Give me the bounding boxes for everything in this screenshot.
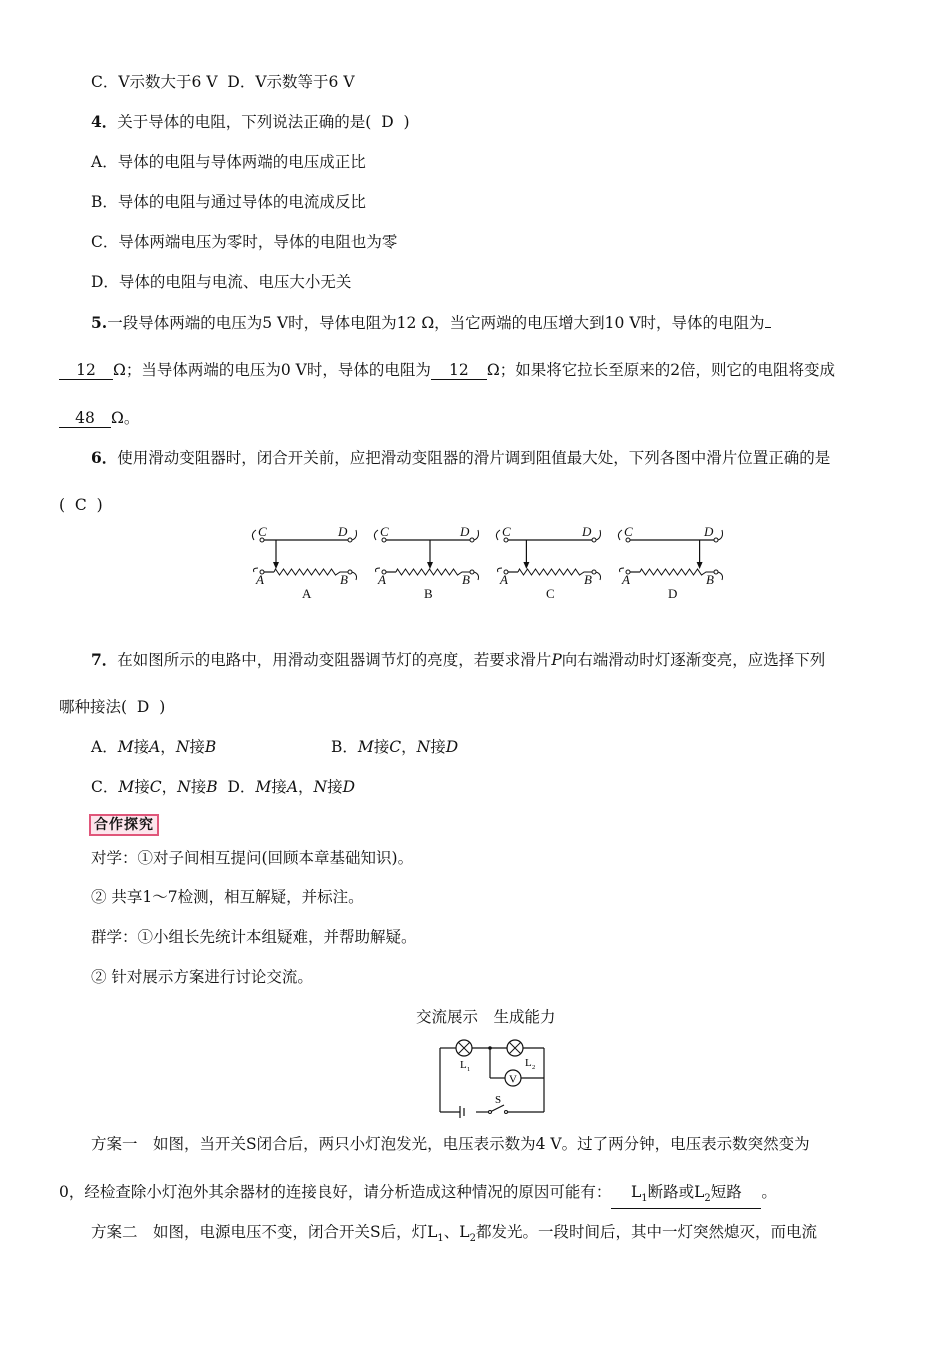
- figure-caption: A: [302, 586, 312, 601]
- q7-stem: [91, 650, 825, 670]
- q7-options-cd: C．M接C，N接B D．M接A，N接D: [91, 778, 356, 796]
- terminal-d-label: D: [582, 524, 592, 539]
- circuit-l2-label: L: [525, 1057, 532, 1069]
- terminal-d-label: D: [338, 524, 348, 539]
- plan1-period: 。: [761, 1183, 777, 1201]
- q5-line2: [59, 360, 835, 380]
- q7-option-b: B．M接C，N接D: [331, 738, 459, 756]
- q5-mid2: Ω；如果将它拉长至原来的2倍，则它的电阻将变成: [486, 361, 836, 379]
- coop-line3: 群学：①小组长先统计本组疑难，并帮助解疑。: [91, 928, 417, 946]
- q4-number: 4．: [91, 112, 118, 131]
- circuit-diagram: [432, 1038, 550, 1120]
- coop-badge: 合作探究: [89, 814, 159, 836]
- terminal-d-label: D: [460, 524, 470, 539]
- terminal-a-label: A: [378, 572, 386, 587]
- q6-number: 6．: [91, 448, 118, 467]
- q5-line1: [91, 313, 771, 333]
- q3-options: [91, 72, 355, 92]
- plan1-line2: [59, 1182, 777, 1209]
- terminal-c-label: C: [502, 524, 511, 539]
- q5-line3: [59, 408, 139, 428]
- q3-option-d: D．V示数等于6 V: [227, 73, 355, 91]
- terminal-c-label: C: [258, 524, 267, 539]
- coop-line1: 对学：①对子间相互提问(回顾本章基础知识)。: [91, 849, 414, 867]
- q7-p: P: [551, 651, 562, 669]
- q6-close: ): [96, 496, 103, 514]
- q4-stem-text: 关于导体的电阻，下列说法正确的是(: [117, 113, 372, 131]
- circuit-l1-label: L: [460, 1059, 467, 1071]
- q3-option-c: C．V示数大于6 V: [91, 73, 218, 91]
- q7-close: ): [159, 698, 166, 716]
- figure-caption: B: [424, 586, 433, 601]
- terminal-b-label: B: [340, 572, 348, 587]
- q6-stem: [91, 448, 830, 468]
- coop-line4: ② 针对展示方案进行讨论交流。: [91, 968, 313, 986]
- q5-line1-text: 一段导体两端的电压为5 V时，导体电阻为12 Ω，当它两端的电压增大到10 V时，导体的电阻为: [107, 314, 765, 332]
- q6-answer-line: [59, 495, 103, 515]
- q6-answer: C: [74, 496, 87, 514]
- q5-blank-lead: [765, 327, 771, 328]
- circuit-l1-sub: 1: [467, 1066, 471, 1073]
- q5-blank2: 12: [431, 361, 487, 380]
- q7-line2-text: 哪种接法(: [59, 698, 128, 716]
- circuit-l2-sub: 2: [532, 1064, 536, 1071]
- q4-answer: D: [381, 113, 394, 131]
- q5-blank1: 12: [59, 361, 113, 380]
- terminal-b-label: B: [462, 572, 470, 587]
- q7-stem-pre: 在如图所示的电路中，用滑动变阻器调节灯的亮度，若要求滑片: [117, 651, 552, 669]
- q5-mid1: Ω；当导体两端的电压为0 V时，导体的电阻为: [113, 361, 431, 379]
- q7-option-a: A．M接A，N接B: [91, 738, 217, 756]
- circuit-v-label: V: [509, 1073, 517, 1086]
- plan1-head: 方案一 如图，当开关S闭合后，两只小灯泡发光，电压表示数为4 V。过了两分钟，电压表示数突然变为: [91, 1135, 810, 1153]
- circuit-s-label: S: [495, 1094, 502, 1106]
- q4-option-c: C．导体两端电压为零时，导体的电阻也为零: [91, 233, 398, 251]
- terminal-c-label: C: [380, 524, 389, 539]
- q4-stem: [91, 112, 410, 132]
- terminal-b-label: B: [584, 572, 592, 587]
- q4-option-b: B．导体的电阻与通过导体的电流成反比: [91, 193, 366, 211]
- figure-caption: D: [668, 586, 678, 601]
- q4-option-d: D．导体的电阻与电流、电压大小无关: [91, 273, 352, 291]
- q7-line2: [59, 697, 165, 717]
- plan2-head: 方案二 如图，电源电压不变，闭合开关S后，灯$L_1$、$L_2$都发光。一段时间后，其中一灯突然熄灭，而电流: [91, 1223, 817, 1245]
- show-title: 交流展示 生成能力: [416, 1008, 556, 1026]
- rheostat-figure-c: [496, 524, 600, 601]
- q5-number: 5.: [91, 313, 108, 332]
- rheostat-figure-a: [252, 524, 356, 601]
- terminal-a-label: A: [256, 572, 264, 587]
- q6-stem-text: 使用滑动变阻器时，闭合开关前，应把滑动变阻器的滑片调到阻值最大处，下列各图中滑片位置正确的是: [117, 449, 831, 467]
- rheostat-figure-b: [374, 524, 478, 601]
- rheostat-figures: [250, 520, 740, 610]
- q5-blank3: 48: [59, 409, 111, 428]
- q7-number: 7．: [91, 650, 118, 669]
- rheostat-figure-d: [618, 524, 722, 601]
- terminal-a-label: A: [500, 572, 508, 587]
- plan1-line2-text: 0，经检查除小灯泡外其余器材的连接良好，请分析造成这种情况的原因可能有：: [59, 1183, 612, 1201]
- q6-open: (: [59, 496, 66, 514]
- q7-answer: D: [136, 698, 150, 716]
- q4-option-a: A．导体的电阻与导体两端的电压成正比: [91, 153, 366, 171]
- plan1-answer: $L_1$断路或$L_2$短路: [611, 1183, 761, 1209]
- q7-stem-post: 向右端滑动时灯逐渐变亮，应选择下列: [561, 651, 826, 669]
- terminal-c-label: C: [624, 524, 633, 539]
- terminal-d-label: D: [704, 524, 714, 539]
- figure-caption: C: [546, 586, 555, 601]
- coop-line2: ② 共享1～7检测，相互解疑，并标注。: [91, 888, 364, 906]
- terminal-b-label: B: [706, 572, 714, 587]
- q4-close: ): [403, 113, 410, 131]
- q5-end: Ω。: [111, 409, 140, 427]
- terminal-a-label: A: [622, 572, 630, 587]
